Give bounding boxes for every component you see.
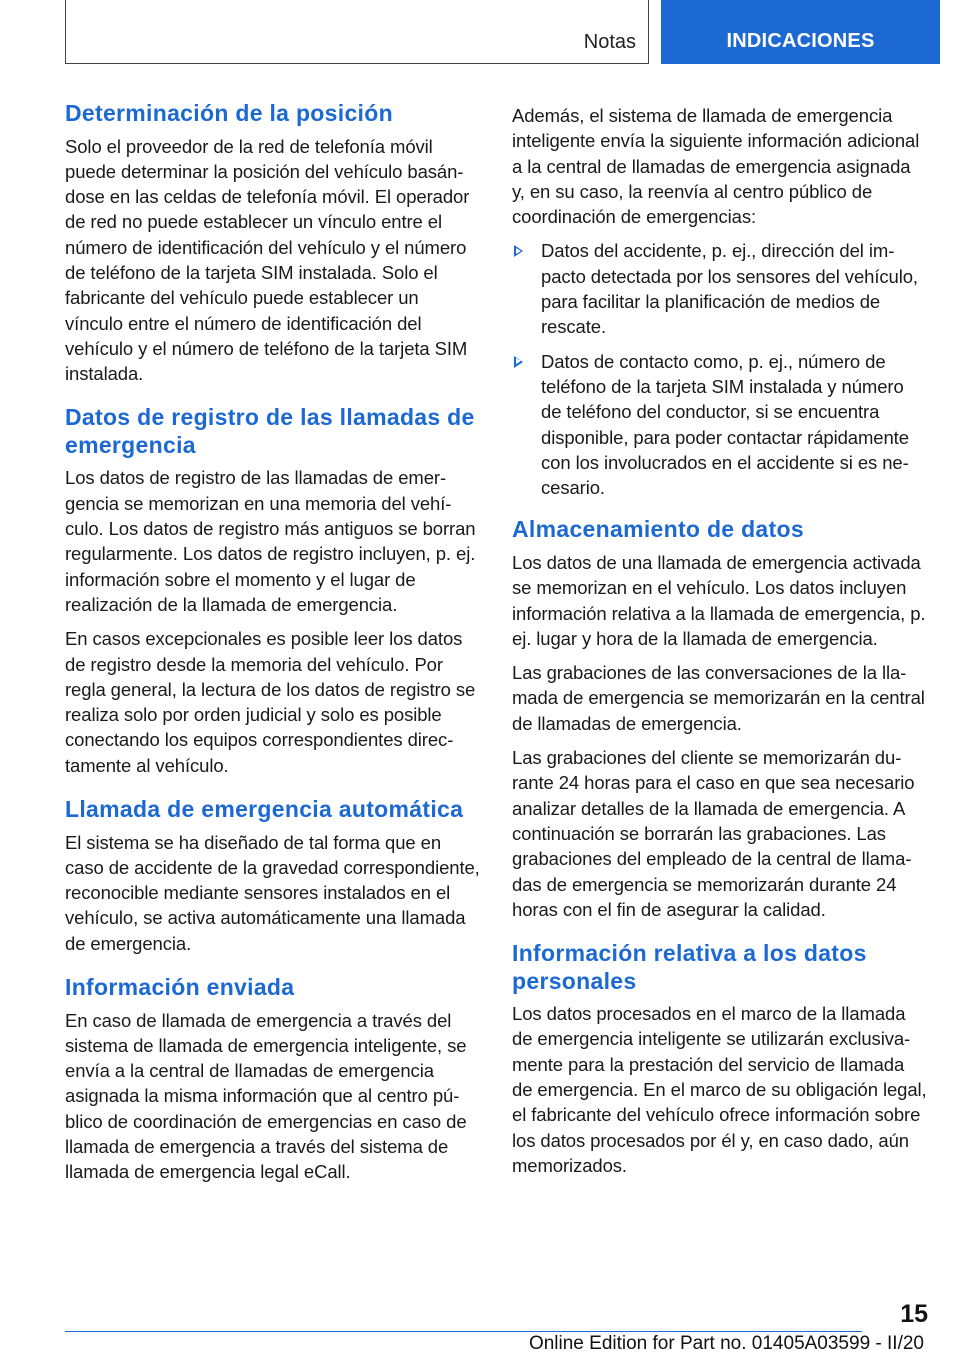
header-frame <box>65 0 649 64</box>
paragraph: En casos excepcionales es posible leer los datos de registro desde la memoria del vehículo. Por regla general, la lectura de los datos de registro se realiza solo por orden judicial y solo es posible conectando los equipos correspondientes directamente al vehículo. <box>65 628 476 776</box>
triangle-bullet-icon <box>514 356 523 368</box>
left-column <box>65 100 480 1203</box>
bullet-list <box>512 238 927 500</box>
section-heading: Determinación de la posición <box>65 100 393 126</box>
list-item-text: Datos del accidente, p. ej., dirección del impacto detectada por los sensores del vehículo, para facilitar la planificación de medios de rescate. <box>541 240 918 338</box>
paragraph: Las grabaciones de las conversaciones de la llamada de emergencia se memorizarán en la central de llamadas de emergencia. <box>512 662 925 734</box>
section-almacenamiento-datos <box>512 516 927 922</box>
intro-paragraph: Además, el sistema de llamada de emergencia inteligente envía la siguiente información adicional a la central de llamadas de emergencia asignada y, en su caso, la reenvía al centro público de coordinación de emergencias: <box>512 105 920 228</box>
section-datos-personales <box>512 940 927 1178</box>
section-heading: Datos de registro de las llamadas de emergencia <box>65 404 475 458</box>
section-determinacion-posicion <box>65 100 480 386</box>
triangle-bullet-icon <box>514 245 523 257</box>
list-item <box>512 349 927 501</box>
section-informacion-enviada <box>65 974 480 1185</box>
paragraph: Solo el proveedor de la red de telefonía móvil puede determinar la posición del vehículo basándose en las celdas de telefonía móvil. El operador de red no puede establecer un vínculo entre el número de identificación del vehículo y el número de teléfono de la tarjeta SIM instalada. Solo el fabricante del vehículo puede establecer un vínculo entre el número de identificación del vehículo y el número de teléfono de la tarjeta SIM instalada. <box>65 135 470 385</box>
paragraph: En caso de llamada de emergencia a través del sistema de llamada de emergencia inteligente, se envía a la central de llamadas de emergencia asignada la misma información que al centro público de coordinación de emergencias en caso de llamada de emergencia a través del sistema de llamada de emergencia legal eCall. <box>65 1009 467 1183</box>
section-heading: Información enviada <box>65 974 295 1001</box>
section-heading: Llamada de emergencia automática <box>65 796 464 823</box>
section-llamada-automatica <box>65 796 480 956</box>
chapter-label: Notas <box>583 31 636 53</box>
list-item-text: Datos de contacto como, p. ej., número de teléfono de la tarjeta SIM instalada y número de teléfono del conductor, si se encuentra disponible, para poder contactar rápidamente con los involucrados en el accidente si es necesario. <box>541 350 909 499</box>
section-datos-registro <box>65 404 480 778</box>
paragraph: Los datos procesados en el marco de la llamada de emergencia inteligente se utilizarán exclusivamente para la prestación del servicio de llamada de emergencia. En el marco de su obligación legal, el fabricante del vehículo ofrece información sobre los datos procesados por él y, en caso dado, aún memorizados. <box>512 1003 927 1176</box>
right-column <box>512 103 927 1196</box>
section-heading: Almacenamiento de datos <box>512 516 804 543</box>
page-number: 15 <box>900 1300 928 1328</box>
paragraph: Las grabaciones del cliente se memorizarán durante 24 horas para el caso en que sea necesario analizar detalles de la llamada de emergencia. A continuación se borrarán las grabaciones. Las grabaciones del empleado de la central de llamadas de emergencia se memorizarán durante 24 horas con el fin de asegurar la calidad. <box>512 747 915 920</box>
edition-text: Online Edition for Part no. 01405A03599 - II/20 <box>528 1333 924 1354</box>
paragraph: Los datos de registro de las llamadas de emergencia se memorizan en una memoria del vehículo. Los datos de registro más antiguos se borran regularmente. Los datos de registro incluyen, p. ej. información sobre el momento y el lugar de realización de la llamada de emergencia. <box>65 467 476 615</box>
paragraph: Los datos de una llamada de emergencia activada se memorizan en el vehículo. Los datos incluyen información relativa a la llamada de emergencia, p. ej. lugar y hora de la llamada de emergencia. <box>512 551 926 649</box>
section-tab: INDICACIONES <box>661 0 940 64</box>
section-heading: Información relativa a los datos personales <box>512 940 867 994</box>
footer-divider <box>65 1331 862 1332</box>
list-item <box>512 238 927 339</box>
paragraph: El sistema se ha diseñado de tal forma que en caso de accidente de la gravedad correspondiente, reconocible mediante sensores instalados en el vehículo, se activa automáticamente una llamada de emergencia. <box>65 831 480 954</box>
